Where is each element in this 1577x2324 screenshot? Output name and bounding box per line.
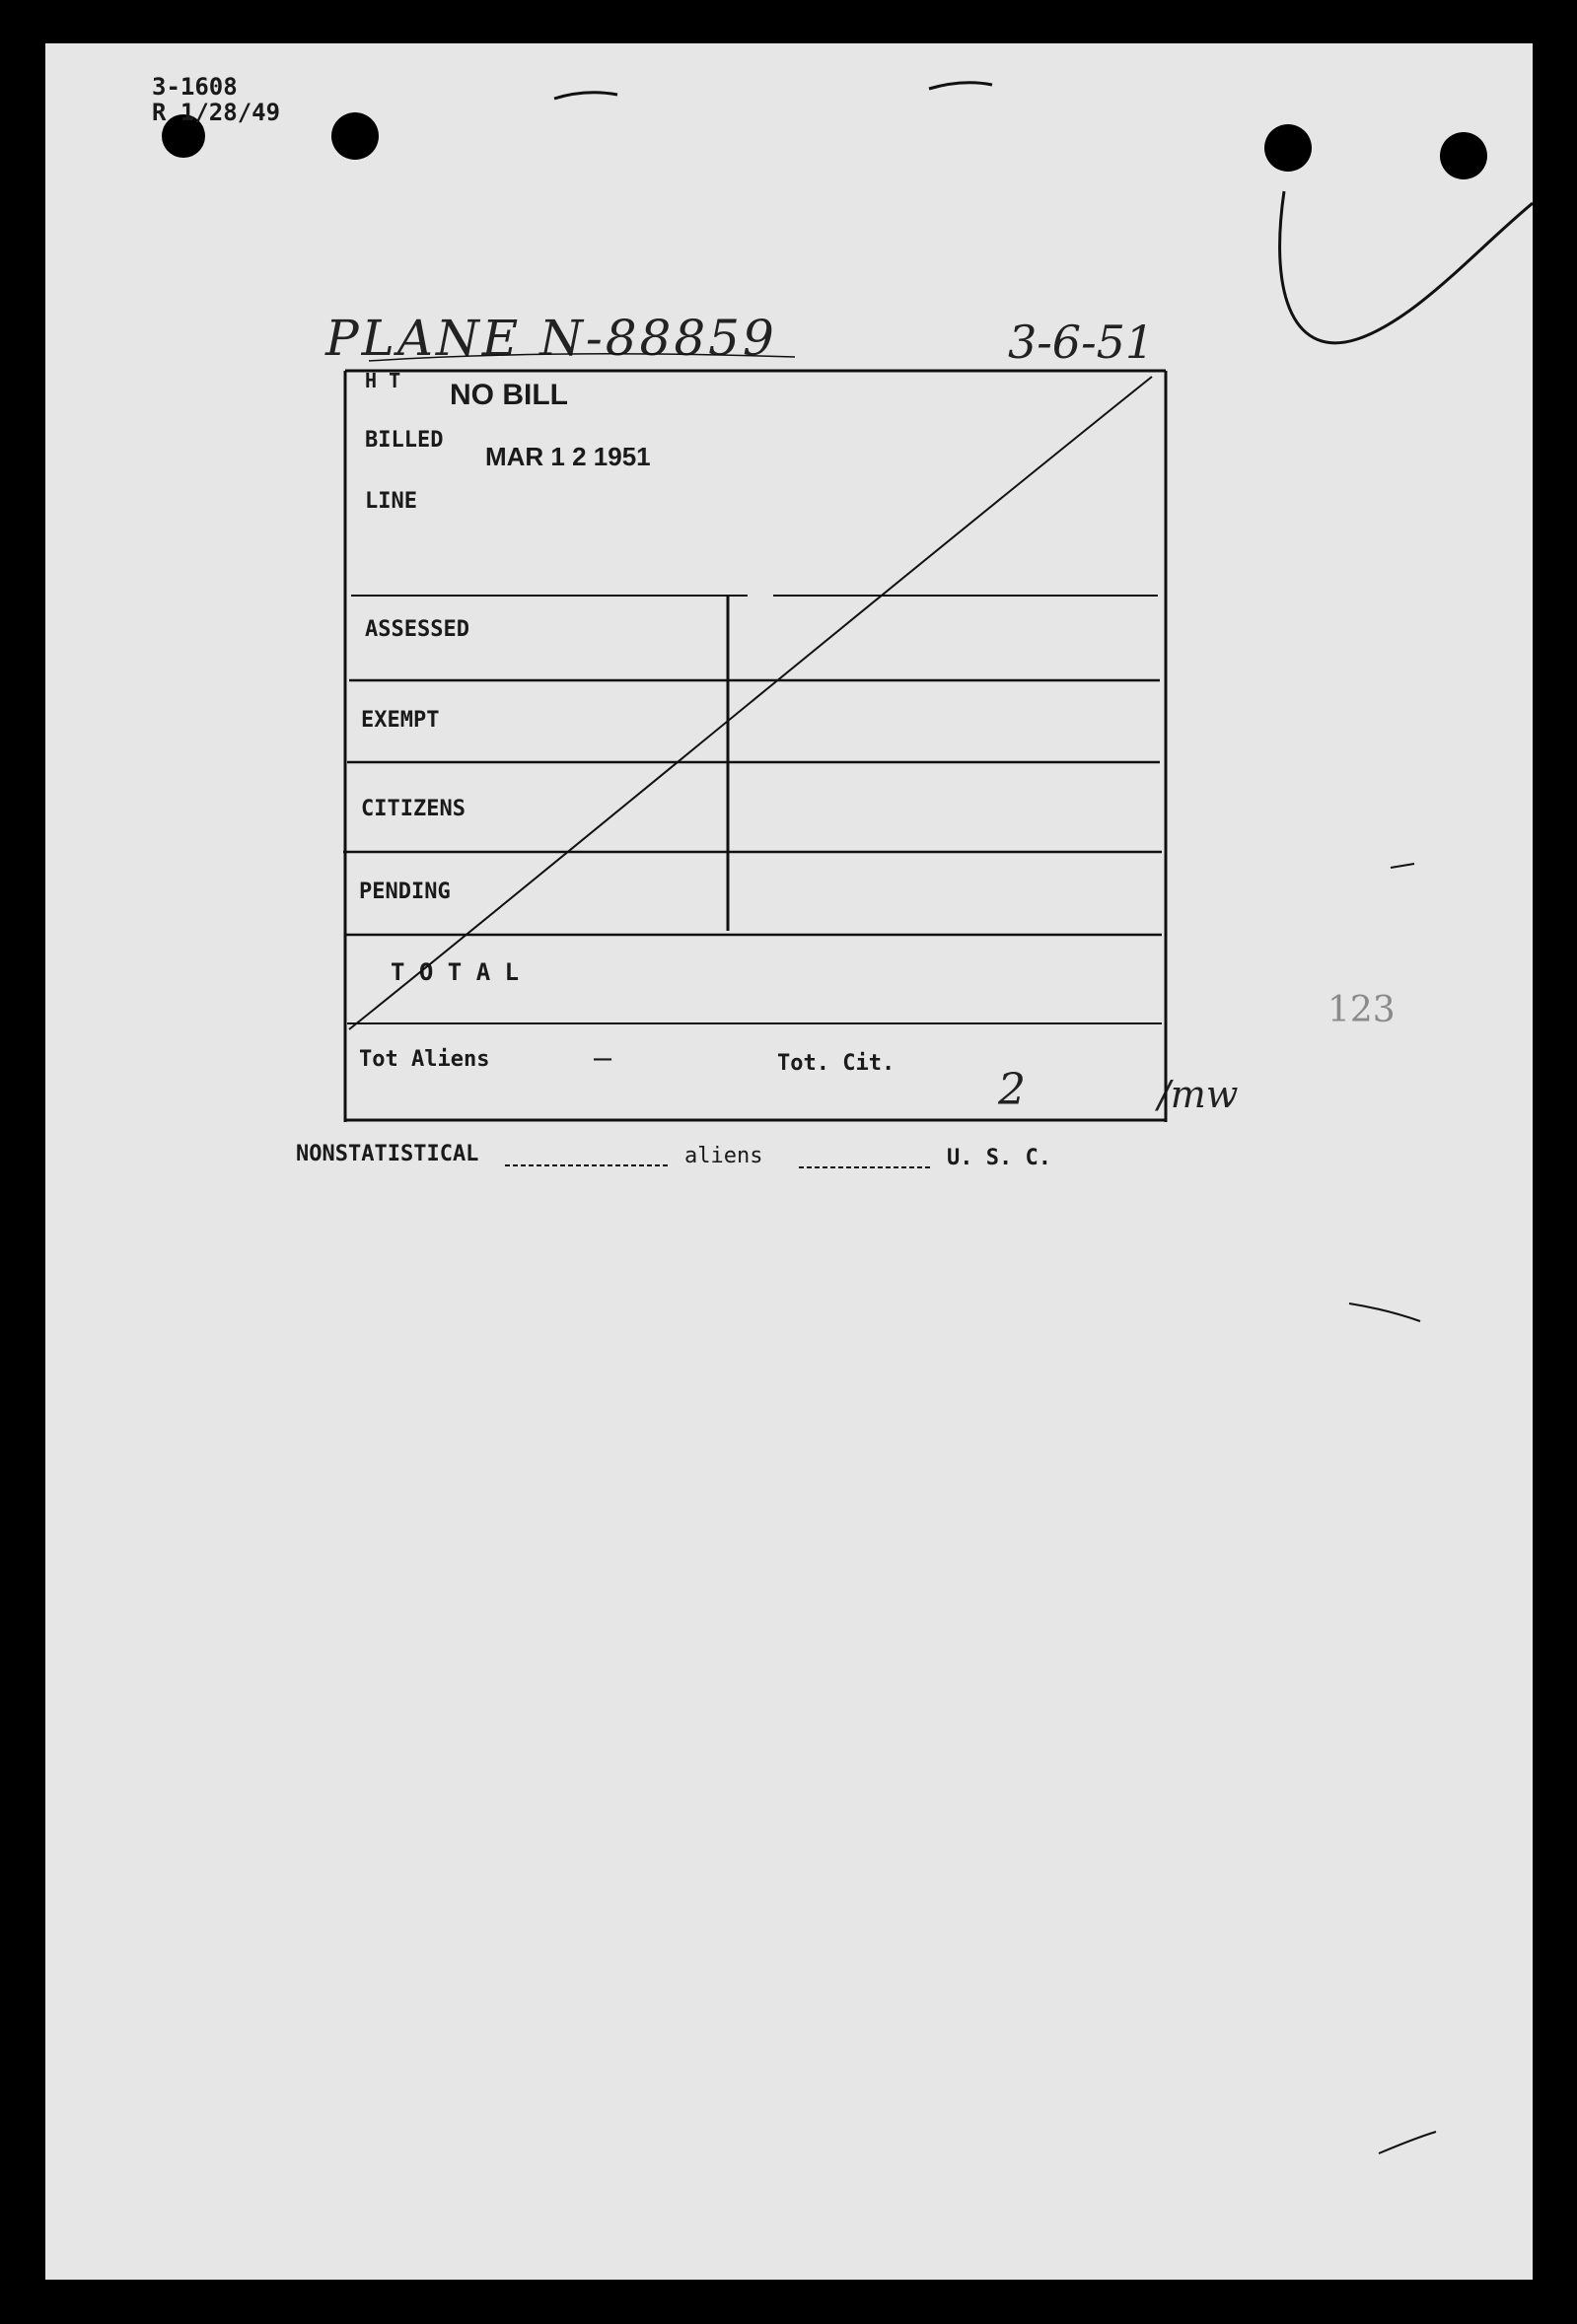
- total-label: T O T A L: [391, 958, 520, 986]
- document-page: [45, 43, 1533, 2280]
- assessed-label: ASSESSED: [365, 617, 469, 642]
- line-label: LINE: [365, 489, 417, 514]
- usc-label: U. S. C.: [947, 1146, 1051, 1170]
- check-mark: [1280, 191, 1533, 343]
- handwritten-date: 3-6-51: [1008, 316, 1155, 369]
- side-page-number: 123: [1327, 990, 1396, 1030]
- form-number: 3-1608: [152, 73, 238, 101]
- tot-cit-label: Tot. Cit.: [777, 1051, 896, 1076]
- cancel-diagonal: [349, 377, 1152, 1029]
- form-revision: R 1/28/49: [152, 99, 281, 126]
- tot-aliens-label: Tot Aliens: [359, 1047, 490, 1072]
- no-bill-stamp: NO BILL: [450, 379, 568, 411]
- handwritten-plane-number: PLANE N-88859: [325, 310, 777, 367]
- pending-label: PENDING: [359, 880, 451, 904]
- handwritten-tot-cit-value: 2: [998, 1065, 1026, 1115]
- ht-label: H T: [365, 369, 401, 392]
- handwritten-initials: /mw: [1158, 1073, 1239, 1116]
- form-lines: [45, 43, 1533, 2280]
- aliens-label: aliens: [684, 1144, 763, 1168]
- billed-date-stamp: MAR 1 2 1951: [485, 442, 651, 471]
- billed-label: BILLED: [365, 428, 444, 453]
- tot-aliens-value: —: [594, 1041, 612, 1076]
- nonstatistical-label: NONSTATISTICAL: [296, 1142, 479, 1166]
- exempt-label: EXEMPT: [361, 708, 440, 733]
- citizens-label: CITIZENS: [361, 797, 466, 821]
